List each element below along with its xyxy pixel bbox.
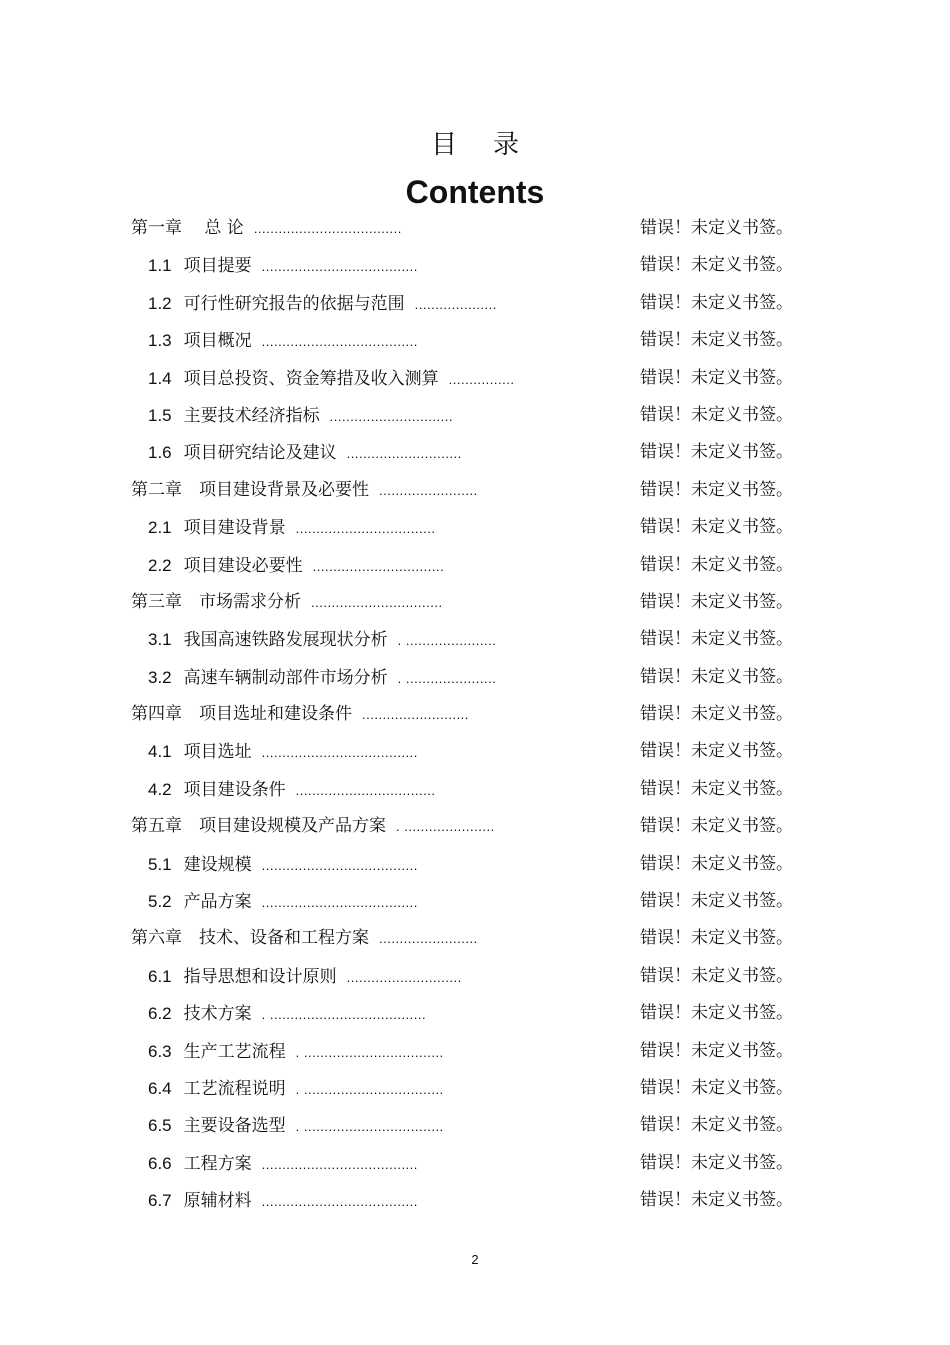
toc-leader-dots: ................ — [448, 371, 515, 387]
toc-entry-page-ref: 错误！未定义书签。 — [640, 1152, 793, 1173]
toc-leader-dots: ...................................... — [261, 895, 418, 911]
toc-section-entry[interactable] — [0, 958, 950, 995]
toc-entry-label: 第二章 项目建设背景及必要性 — [131, 479, 369, 500]
toc-entry-page-ref: 错误！未定义书签。 — [640, 853, 793, 874]
toc-entry-title — [148, 733, 418, 771]
toc-entry-page-ref: 错误！未定义书签。 — [640, 741, 793, 762]
toc-section-entry[interactable] — [0, 247, 950, 284]
toc-chapter-entry[interactable] — [0, 920, 950, 957]
toc-entry-title — [131, 696, 469, 733]
toc-leader-dots: ............................ — [346, 446, 462, 462]
toc-leader-dots: ................................ — [311, 594, 443, 610]
toc-entry-page-ref: 错误！未定义书签。 — [640, 442, 793, 463]
toc-entry-number: 1.1 — [148, 256, 172, 276]
toc-leader-dots: ................................ — [312, 558, 445, 574]
toc-leader-dots: .................................. — [295, 521, 436, 537]
toc-entry-page-ref: 错误！未定义书签。 — [640, 928, 793, 949]
toc-entry-label: 我国高速铁路发展现状分析 — [183, 630, 388, 651]
toc-entry-page-ref: 错误！未定义书签。 — [640, 816, 793, 837]
toc-entry-number: 6.6 — [148, 1153, 172, 1173]
toc-entry-label: 项目建设条件 — [183, 779, 286, 800]
toc-entry-title — [148, 509, 435, 547]
toc-entry-label: 原辅材料 — [183, 1191, 252, 1212]
toc-entry-page-ref: 错误！未定义书签。 — [640, 1115, 793, 1136]
toc-entry-number: 1.6 — [148, 443, 172, 463]
toc-entry-label: 技术方案 — [183, 1004, 252, 1025]
toc-entry-page-ref: 错误！未定义书签。 — [640, 292, 793, 313]
toc-leader-dots: . .................................. — [295, 1044, 444, 1060]
toc-entry-title — [131, 808, 495, 845]
toc-entry-title — [148, 883, 418, 921]
toc-section-entry[interactable] — [0, 322, 950, 359]
page-number: 2 — [471, 1252, 479, 1267]
toc-entry-number: 1.5 — [148, 405, 172, 425]
toc-entry-title — [148, 958, 462, 996]
toc-leader-dots: ...................................... — [261, 1194, 418, 1210]
toc-entry-number: 2.2 — [148, 555, 172, 575]
toc-leader-dots: . ...................... — [396, 819, 495, 835]
toc-entry-page-ref: 错误！未定义书签。 — [640, 1003, 793, 1024]
toc-entry-title — [131, 920, 478, 957]
toc-entry-title — [131, 472, 478, 509]
toc-entry-page-ref: 错误！未定义书签。 — [640, 704, 793, 725]
toc-entry-title — [148, 1033, 444, 1071]
toc-entry-title — [148, 1107, 444, 1145]
toc-entry-title — [131, 584, 443, 621]
toc-entry-page-ref: 错误！未定义书签。 — [640, 891, 793, 912]
toc-entry-number: 1.3 — [148, 331, 172, 351]
toc-entry-label: 可行性研究报告的依据与范围 — [183, 293, 405, 314]
toc-leader-dots: . ...................... — [397, 633, 497, 649]
toc-section-entry[interactable] — [0, 285, 950, 322]
toc-leader-dots: .............................. — [329, 408, 453, 424]
toc-entry-page-ref: 错误！未定义书签。 — [640, 965, 793, 986]
toc-section-entry[interactable] — [0, 1145, 950, 1182]
toc-entry-label: 生产工艺流程 — [183, 1041, 286, 1062]
toc-section-entry[interactable] — [0, 1070, 950, 1107]
toc-entry-title — [148, 360, 514, 398]
toc-entry-page-ref: 错误！未定义书签。 — [640, 591, 793, 612]
toc-entry-page-ref: 错误！未定义书签。 — [640, 517, 793, 538]
toc-entry-label: 第四章 项目选址和建设条件 — [131, 704, 352, 725]
toc-entry-title — [148, 285, 497, 323]
toc-chapter-entry[interactable] — [0, 210, 950, 247]
toc-entry-page-ref: 错误！未定义书签。 — [640, 666, 793, 687]
toc-entry-title — [148, 621, 496, 659]
toc-section-entry[interactable] — [0, 883, 950, 920]
toc-entry-page-ref: 错误！未定义书签。 — [640, 255, 793, 276]
toc-section-entry[interactable] — [0, 733, 950, 770]
toc-entry-number: 3.1 — [148, 630, 172, 650]
toc-section-entry[interactable] — [0, 1182, 950, 1219]
toc-entry-label: 项目研究结论及建议 — [183, 443, 337, 464]
toc-leader-dots: ...................................... — [261, 857, 418, 873]
toc-section-entry[interactable] — [0, 509, 950, 546]
toc-entry-page-ref: 错误！未定义书签。 — [640, 218, 793, 238]
toc-entry-title — [148, 995, 426, 1033]
toc-entry-title — [148, 1070, 444, 1108]
toc-entry-title — [148, 247, 418, 285]
toc-entry-title — [148, 434, 462, 472]
toc-entry-page-ref: 错误！未定义书签。 — [640, 1040, 793, 1061]
toc-entry-title — [148, 547, 444, 585]
toc-entry-number: 6.3 — [148, 1041, 172, 1061]
toc-entry-page-ref: 错误！未定义书签。 — [640, 479, 793, 500]
toc-entry-label: 指导思想和设计原则 — [183, 966, 337, 987]
toc-entry-title — [148, 1145, 418, 1183]
toc-title-char-1: 目 — [430, 130, 457, 160]
toc-entry-label: 高速车辆制动部件市场分析 — [183, 667, 388, 688]
toc-entry-label: 项目概况 — [183, 331, 252, 352]
toc-entry-label: 主要设备选型 — [183, 1116, 286, 1137]
toc-leader-dots: ...................................... — [261, 259, 418, 275]
toc-entry-title — [148, 397, 453, 435]
toc-entry-label: 工程方案 — [183, 1153, 252, 1174]
toc-entry-title — [131, 210, 402, 247]
toc-section-entry[interactable] — [0, 995, 950, 1032]
toc-entry-title — [148, 771, 435, 809]
toc-chapter-entry[interactable] — [0, 472, 950, 509]
toc-section-entry[interactable] — [0, 1107, 950, 1144]
toc-title-chinese — [0, 124, 950, 161]
toc-entry-number: 6.1 — [148, 966, 172, 986]
toc-section-entry[interactable] — [0, 771, 950, 808]
toc-entry-label: 第五章 项目建设规模及产品方案 — [131, 816, 386, 837]
toc-leader-dots: . .................................. — [295, 1119, 444, 1135]
toc-leader-dots: .................... — [414, 296, 497, 312]
toc-entry-label: 项目提要 — [183, 256, 252, 277]
toc-entry-page-ref: 错误！未定义书签。 — [640, 1190, 793, 1211]
toc-leader-dots: ........................ — [379, 931, 478, 947]
toc-leader-dots: ........................ — [379, 482, 478, 498]
toc-entry-number: 5.1 — [148, 854, 172, 874]
toc-leader-dots: ............................ — [346, 969, 462, 985]
toc-entry-number: 3.2 — [148, 667, 172, 687]
toc-entry-page-ref: 错误！未定义书签。 — [640, 554, 793, 575]
toc-entry-number: 4.1 — [148, 742, 172, 762]
toc-entry-number: 2.1 — [148, 518, 172, 538]
toc-entry-number: 6.5 — [148, 1116, 172, 1136]
toc-entry-label: 产品方案 — [183, 892, 252, 913]
toc-entry-number: 6.7 — [148, 1191, 172, 1211]
toc-leader-dots: ...................................... — [261, 1156, 418, 1172]
toc-chapter-entry[interactable] — [0, 808, 950, 845]
toc-entry-number: 4.2 — [148, 779, 172, 799]
toc-entry-page-ref: 错误！未定义书签。 — [640, 330, 793, 351]
toc-entry-label: 项目建设必要性 — [183, 555, 303, 576]
toc-entry-label: 项目选址 — [183, 742, 252, 763]
toc-title-char-2: 录 — [493, 130, 520, 160]
toc-entry-title — [148, 659, 496, 697]
toc-section-entry[interactable] — [0, 846, 950, 883]
toc-leader-dots: . ...................................... — [261, 1007, 427, 1023]
toc-chapter-entry[interactable] — [0, 696, 950, 733]
toc-entry-number: 6.4 — [148, 1078, 172, 1098]
toc-entry-number: 1.2 — [148, 293, 172, 313]
toc-entry-label: 第六章 技术、设备和工程方案 — [131, 928, 369, 949]
toc-entry-page-ref: 错误！未定义书签。 — [640, 404, 793, 425]
toc-entry-label: 第三章 市场需求分析 — [131, 591, 301, 612]
toc-entry-page-ref: 错误！未定义书签。 — [640, 629, 793, 650]
table-of-contents — [0, 210, 950, 1220]
toc-leader-dots: ...................................... — [261, 745, 418, 761]
toc-leader-dots: . ...................... — [397, 670, 497, 686]
toc-entry-number: 5.2 — [148, 892, 172, 912]
toc-entry-title — [148, 846, 418, 884]
toc-entry-title — [148, 322, 418, 360]
toc-leader-dots: . .................................. — [295, 1081, 444, 1097]
toc-section-entry[interactable] — [0, 1033, 950, 1070]
toc-entry-page-ref: 错误！未定义书签。 — [640, 1077, 793, 1098]
toc-entry-label: 第一章 总 论 — [131, 218, 244, 238]
toc-section-entry[interactable] — [0, 397, 950, 434]
toc-section-entry[interactable] — [0, 659, 950, 696]
toc-leader-dots: ...................................... — [261, 334, 418, 350]
toc-section-entry[interactable] — [0, 547, 950, 584]
toc-entry-label: 项目总投资、资金筹措及收入测算 — [183, 368, 439, 389]
toc-entry-label: 建设规模 — [183, 854, 252, 875]
toc-section-entry[interactable] — [0, 621, 950, 658]
toc-entry-title — [148, 1182, 418, 1220]
toc-entry-label: 主要技术经济指标 — [183, 405, 320, 426]
toc-leader-dots: .................................. — [295, 782, 436, 798]
toc-entry-label: 工艺流程说明 — [183, 1078, 286, 1099]
toc-entry-number: 6.2 — [148, 1004, 172, 1024]
toc-entry-label: 项目建设背景 — [183, 518, 286, 539]
toc-entry-page-ref: 错误！未定义书签。 — [640, 778, 793, 799]
toc-entry-number: 1.4 — [148, 368, 172, 388]
toc-entry-page-ref: 错误！未定义书签。 — [640, 367, 793, 388]
toc-leader-dots: .................................... — [253, 221, 402, 236]
toc-title-english: Contents — [405, 174, 545, 210]
toc-leader-dots: .......................... — [362, 707, 469, 723]
toc-section-entry[interactable] — [0, 434, 950, 471]
toc-section-entry[interactable] — [0, 360, 950, 397]
toc-chapter-entry[interactable] — [0, 584, 950, 621]
